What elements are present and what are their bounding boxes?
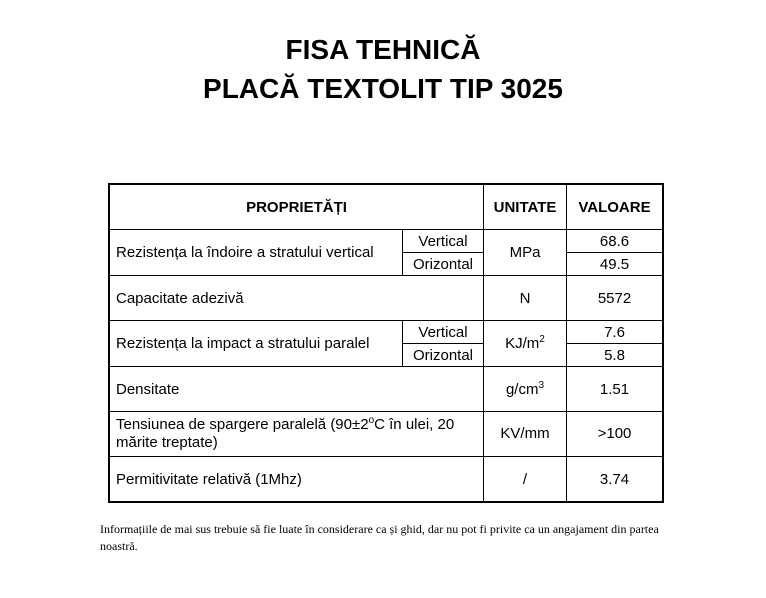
document-title-line2: PLACĂ TEXTOLIT TIP 3025: [203, 73, 563, 104]
footnote: Informațiile de mai sus trebuie să fie luate în considerare ca și ghid, dar nu pot fi privite ca un angajament din partea noastră.: [100, 522, 659, 553]
unit-adhesive: N: [484, 276, 567, 321]
property-permittivity: Permitivitate relativă (1Mhz): [109, 457, 484, 503]
value-breakdown: >100: [567, 412, 664, 457]
direction-vertical: Vertical: [403, 230, 484, 253]
value-adhesive: 5572: [567, 276, 664, 321]
value-bending-horizontal: 49.5: [567, 253, 664, 276]
property-impact: Rezistența la impact a stratului paralel: [109, 321, 403, 367]
value-bending-vertical: 68.6: [567, 230, 664, 253]
property-breakdown-text-b: C în ulei, 20 mărite treptate): [116, 416, 455, 451]
value-impact-vertical: 7.6: [567, 321, 664, 344]
header-unit: UNITATE: [484, 184, 567, 230]
property-adhesive: Capacitate adezivă: [109, 276, 484, 321]
value-density: 1.51: [567, 367, 664, 412]
direction-horizontal: Orizontal: [403, 344, 484, 367]
degree-symbol: o: [368, 415, 375, 426]
property-bending: Rezistența la îndoire a stratului vertical: [109, 230, 403, 276]
property-breakdown-voltage: [109, 412, 484, 457]
table-header-row: [109, 184, 663, 230]
unit-impact-exponent: 2: [539, 334, 545, 345]
unit-breakdown: KV/mm: [484, 412, 567, 457]
unit-impact-base: KJ/m: [505, 335, 540, 352]
table-row: [109, 230, 663, 253]
unit-density-exponent: 3: [538, 379, 545, 391]
document-title-line1: FISA TEHNICĂ: [285, 34, 481, 65]
table-row: [109, 457, 663, 503]
unit-bending: MPa: [484, 230, 567, 276]
header-value: VALOARE: [567, 184, 664, 230]
unit-permittivity: /: [484, 457, 567, 503]
table-row: [109, 367, 663, 412]
specification-table: [108, 183, 664, 503]
table-row: [109, 321, 663, 344]
direction-vertical: Vertical: [403, 321, 484, 344]
value-impact-horizontal: 5.8: [567, 344, 664, 367]
table-row: [109, 276, 663, 321]
header-properties: PROPRIETĂȚI: [109, 184, 484, 230]
unit-density: [484, 367, 567, 412]
unit-density-base: g/cm: [505, 380, 539, 398]
property-breakdown-text-a: Tensiunea de spargere paralelă (90±2: [116, 416, 369, 433]
direction-horizontal: Orizontal: [403, 253, 484, 276]
unit-impact: [484, 321, 567, 367]
property-density: Densitate: [109, 367, 484, 412]
value-permittivity: 3.74: [567, 457, 664, 503]
table-row: [109, 412, 663, 457]
